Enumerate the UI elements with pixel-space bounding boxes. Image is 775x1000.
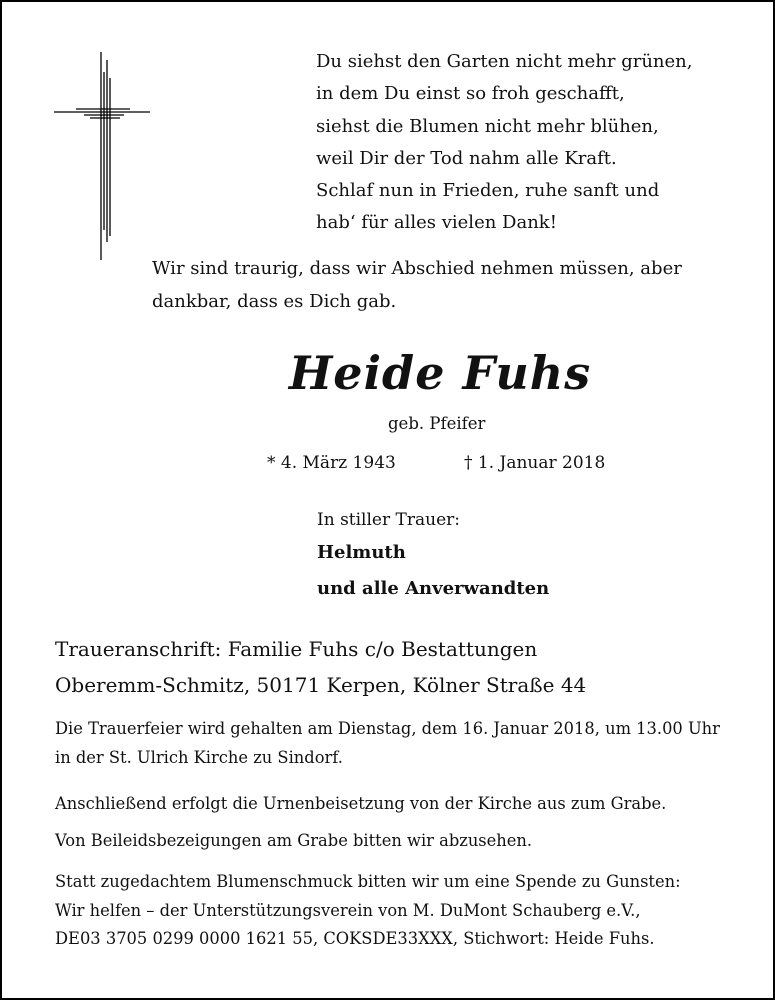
address-line: Traueranschrift: Familie Fuhs c/o Bestattungen xyxy=(55,637,538,661)
mourner-name: Helmuth xyxy=(317,542,406,563)
address-line: Oberemm-Schmitz, 50171 Kerpen, Kölner Straße 44 xyxy=(55,673,587,697)
mourners-label: In stiller Trauer: xyxy=(317,510,460,530)
poem xyxy=(316,46,692,240)
mourning-address xyxy=(55,631,586,703)
funeral-info: Die Trauerfeier wird gehalten am Dienstag, dem 16. Januar 2018, um 13.00 Uhr in der St. Ulrich Kirche zu Sindorf. xyxy=(55,719,720,767)
death-date: † 1. Januar 2018 xyxy=(464,453,606,473)
poem-line: Schlaf nun in Frieden, ruhe sanft und xyxy=(316,180,660,202)
poem-line: Du siehst den Garten nicht mehr grünen, xyxy=(316,51,693,72)
poem-line: weil Dir der Tod nahm alle Kraft. xyxy=(316,147,617,169)
donation-line: DE03 3705 0299 0000 1621 55, COKSDE33XXX, Stichwort: Heide Fuhs. xyxy=(55,929,655,948)
maiden-name: geb. Pfeifer xyxy=(388,414,486,433)
urn-burial-info: Anschließend erfolgt die Urnenbeisetzung von der Kirche aus zum Grabe. xyxy=(55,794,667,813)
mourner-name: und alle Anverwandten xyxy=(317,578,550,599)
condolence-note: Von Beileidsbezeigungen am Grabe bitten wir abzusehen. xyxy=(55,831,533,850)
donation-line: Statt zugedachtem Blumenschmuck bitten wir um eine Spende zu Gunsten: xyxy=(55,872,681,891)
cross-icon xyxy=(54,52,150,260)
birth-date: * 4. März 1943 xyxy=(267,453,396,473)
intro-text: Wir sind traurig, dass wir Abschied nehmen müssen, aber dankbar, dass es Dich gab. xyxy=(152,258,682,312)
deceased-name: Heide Fuhs xyxy=(288,346,592,400)
donation-info xyxy=(55,868,725,954)
poem-line: siehst die Blumen nicht mehr blühen, xyxy=(316,115,659,137)
donation-line: Wir helfen – der Unterstützungsverein von M. DuMont Schauberg e.V., xyxy=(55,900,641,920)
poem-line: hab‘ für alles vielen Dank! xyxy=(316,212,557,234)
poem-line: in dem Du einst so froh geschafft, xyxy=(316,83,625,105)
